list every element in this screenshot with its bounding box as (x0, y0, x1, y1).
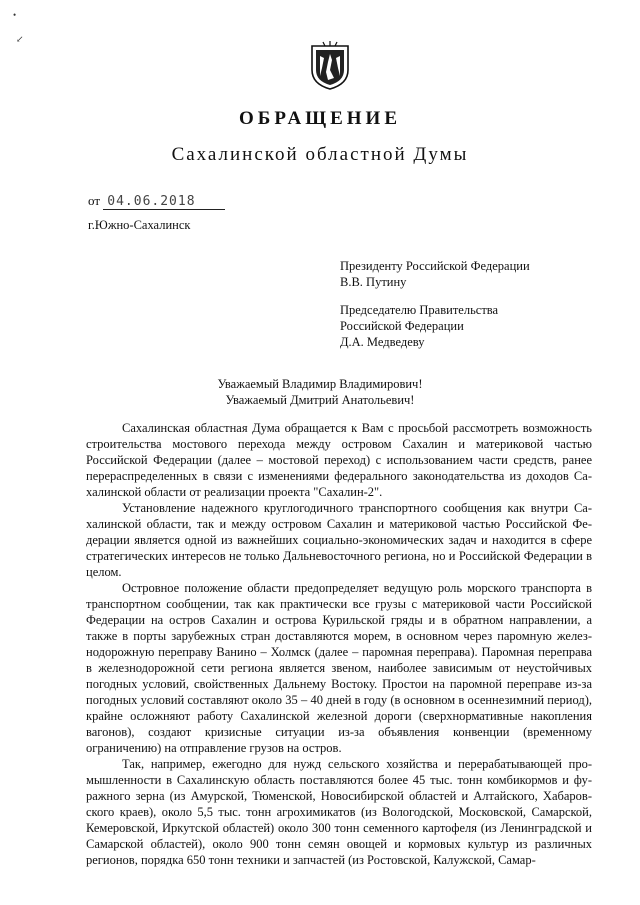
addressee-line: Президенту Российской Федерации (340, 259, 530, 273)
addressee-prime-minister (340, 302, 498, 350)
addressee-line: В.В. Путину (340, 275, 407, 289)
sakhalin-coat-of-arms-icon (308, 40, 352, 90)
greeting-line: Уважаемый Владимир Владимирович! (217, 377, 423, 391)
date-row (88, 193, 225, 210)
date-prefix: от (88, 193, 101, 208)
addressee-line: Д.А. Медведеву (340, 335, 425, 349)
addressee-line: Российской Федерации (340, 319, 464, 333)
greeting-line: Уважаемый Дмитрий Анатольевич! (225, 393, 415, 407)
document-date: 04.06.2018 (103, 194, 225, 210)
body-paragraph: Установление надежного круглогодичного транспортного сообщения как внутри Сахалинской области, так и между островом Сахалин и материковой частью Российской Федерации является одной из важнейших социально-экономических задач и находится в сфере стратегических интересов не только Дальневосточного региона, но и Российской Федерации в целом. (86, 501, 592, 579)
letter-body (86, 420, 592, 868)
corner-mark: • (13, 10, 17, 20)
corner-mark-2: ↙ (16, 34, 24, 44)
body-paragraph: Островное положение области предопределяет ведущую роль морского транспорта в транспортном сообщении, так как практически все грузы с материковой части Российской Федерации на остров Сахалин и острова Курильской гряды и в обратном направлении, а также в порты зарубежных стран доставляются морем, в основном через паромную железнодорожную переправу Ванино – Холмск (далее – паромная переправа). Паромная переправа в железнодорожной сети региона является звеном, наиболее зависимым от неустойчивых погодных условий, свойственных Дальнему Востоку. Простои на паромной переправе из-за погодных условий составляют около 35 – 40 дней в году (в основном в осеннезимний период), крайне осложняют работу Сахалинской железной дороги (сверхнормативные накопления вагонов), создают кризисные ситуации из-за объявления конвенции (временному ограничению) на отправление грузов на остров. (86, 581, 592, 755)
greeting (0, 376, 640, 408)
body-paragraph: Так, например, ежегодно для нужд сельского хозяйства и перерабатывающей промышленности в Сахалинскую область поставляются более 45 тыс. тонн комбикормов и фуражного зерна (из Амурской, Тюменской, Новосибирской областей и Алтайского, Хабаровского краев), около 5,5 тыс. тонн агрохимикатов (из Вологодской, Московской, Самарской, Кемеровской, Иркутской областей) около 300 тонн семенного картофеля (из Ленинградской и Самарской областей), около 900 тонн семян овощей и кормовых культур из различных регионов, порядка 650 тонн техники и запчастей (из Ростовской, Калужской, Самар- (86, 757, 592, 867)
document-city: г.Южно-Сахалинск (88, 218, 191, 232)
document-subtitle: Сахалинской областной Думы (171, 144, 469, 165)
document-title: ОБРАЩЕНИЕ (238, 108, 401, 129)
body-paragraph: Сахалинская областная Дума обращается к Вам с просьбой рассмотреть возможность строительства мостового перехода между островом Сахалин и материковой частью Российской Федерации (далее – мостовой переход) с использованием части средств, ранее перераспределенных в связи с изменениями федерального законодательства из доходов Сахалинской области от реализации проекта "Сахалин-2". (86, 421, 592, 499)
addressee-president (340, 258, 530, 290)
addressee-line: Председателю Правительства (340, 303, 499, 317)
